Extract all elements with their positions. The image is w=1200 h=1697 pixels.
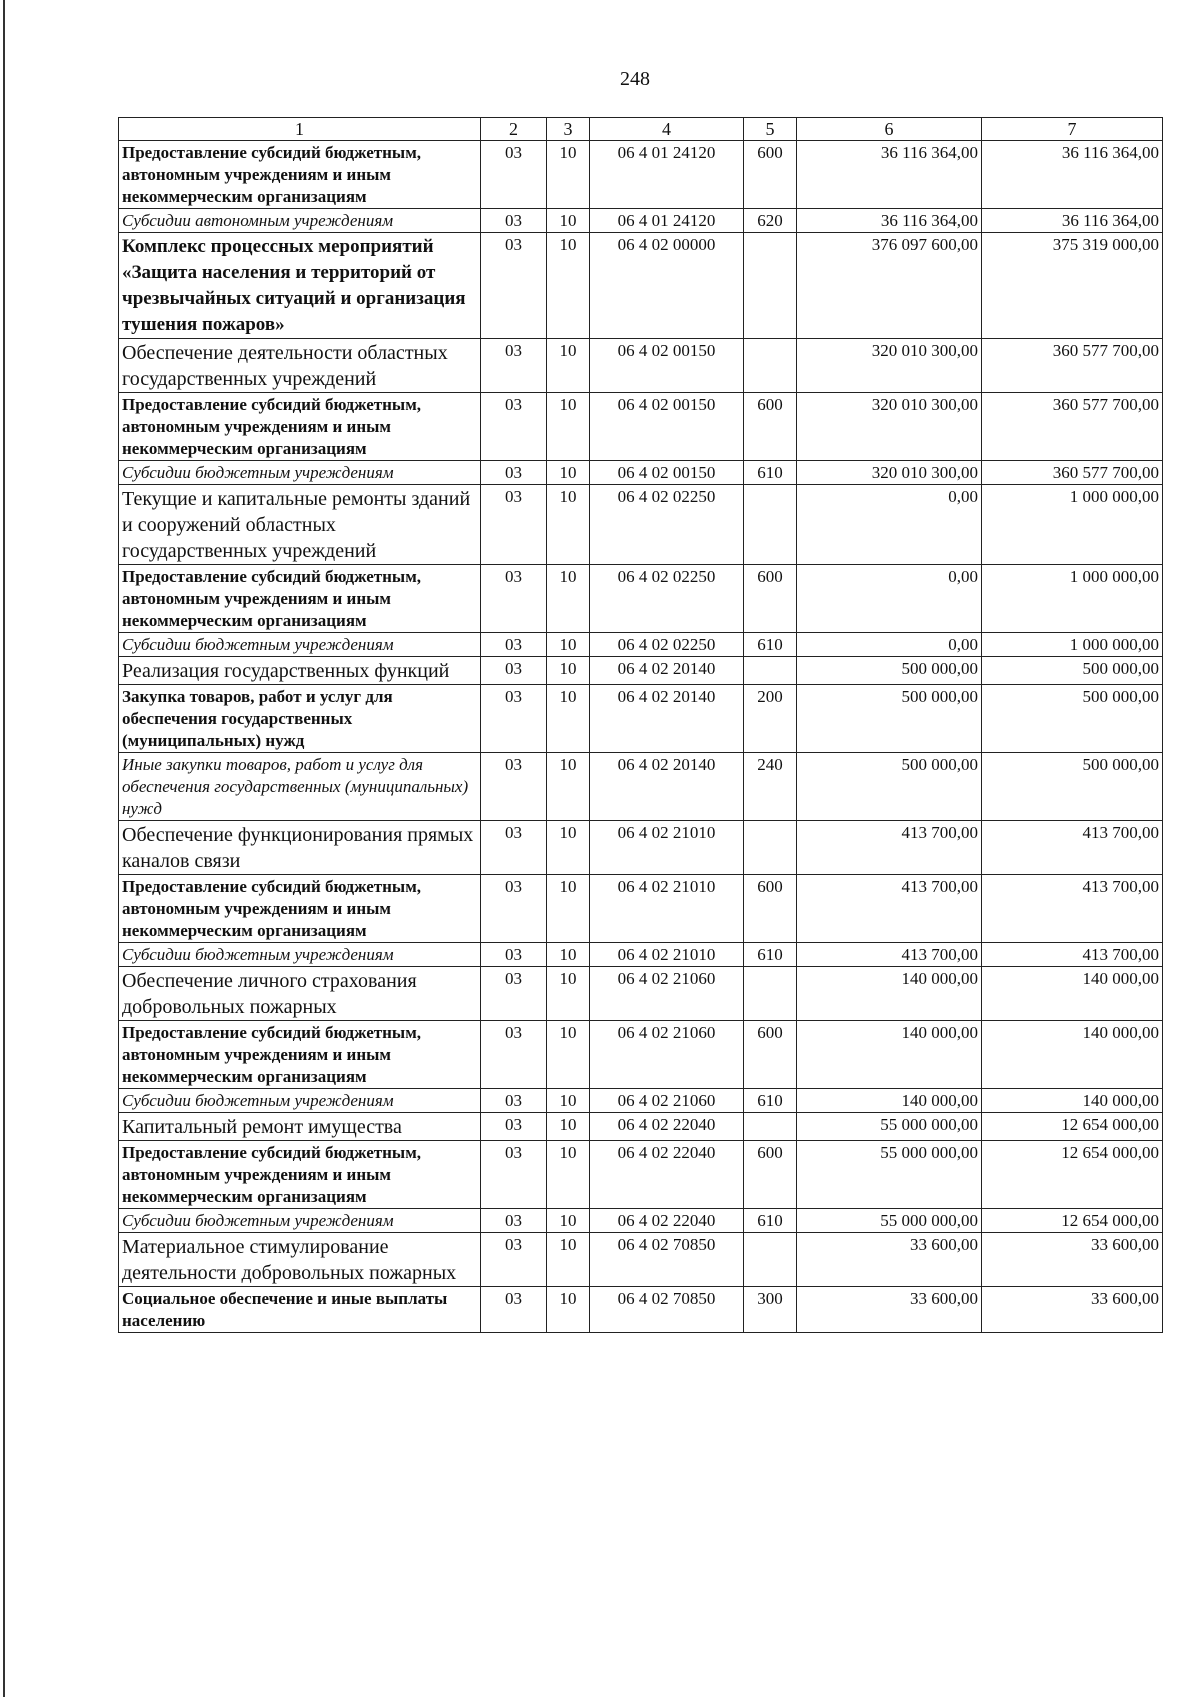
- row-name-cell: Предоставление субсидий бюджетным, автономным учреждениям и иным некоммерческим организациям: [119, 1141, 481, 1209]
- amount-year2-cell: 413 700,00: [982, 875, 1163, 943]
- amount-year2-cell: 36 116 364,00: [982, 209, 1163, 233]
- target-code-cell: 06 4 02 21010: [590, 943, 744, 967]
- subsection-code-cell: 10: [547, 461, 590, 485]
- expense-type-cell: [744, 821, 797, 875]
- amount-year1-cell: 140 000,00: [797, 967, 982, 1021]
- amount-year1-cell: 55 000 000,00: [797, 1113, 982, 1141]
- section-code-cell: 03: [481, 633, 547, 657]
- target-code-cell: 06 4 02 20140: [590, 685, 744, 753]
- table-row: [119, 393, 1163, 461]
- table-row: [119, 461, 1163, 485]
- amount-year2-cell: 1 000 000,00: [982, 485, 1163, 565]
- expense-type-cell: 200: [744, 685, 797, 753]
- row-name-cell: Обеспечение личного страхования добровольных пожарных: [119, 967, 481, 1021]
- target-code-cell: 06 4 02 20140: [590, 657, 744, 685]
- target-code-cell: 06 4 01 24120: [590, 141, 744, 209]
- section-code-cell: 03: [481, 141, 547, 209]
- subsection-code-cell: 10: [547, 485, 590, 565]
- section-code-cell: 03: [481, 233, 547, 339]
- table-row: [119, 1233, 1163, 1287]
- expense-type-cell: 600: [744, 141, 797, 209]
- expense-type-cell: 600: [744, 1141, 797, 1209]
- target-code-cell: 06 4 02 22040: [590, 1209, 744, 1233]
- column-header: 7: [982, 118, 1163, 141]
- amount-year2-cell: 1 000 000,00: [982, 633, 1163, 657]
- row-name-cell: Субсидии бюджетным учреждениям: [119, 1209, 481, 1233]
- table-row: [119, 943, 1163, 967]
- target-code-cell: 06 4 02 02250: [590, 565, 744, 633]
- row-name-cell: Капитальный ремонт имущества: [119, 1113, 481, 1141]
- section-code-cell: 03: [481, 339, 547, 393]
- target-code-cell: 06 4 02 22040: [590, 1113, 744, 1141]
- expense-type-cell: 610: [744, 633, 797, 657]
- table-body: [119, 141, 1163, 1333]
- subsection-code-cell: 10: [547, 339, 590, 393]
- expense-type-cell: 600: [744, 875, 797, 943]
- expense-type-cell: 610: [744, 943, 797, 967]
- subsection-code-cell: 10: [547, 633, 590, 657]
- amount-year2-cell: 413 700,00: [982, 821, 1163, 875]
- amount-year2-cell: 36 116 364,00: [982, 141, 1163, 209]
- expense-type-cell: [744, 485, 797, 565]
- expense-type-cell: [744, 1113, 797, 1141]
- subsection-code-cell: 10: [547, 875, 590, 943]
- table-row: [119, 685, 1163, 753]
- subsection-code-cell: 10: [547, 1287, 590, 1333]
- section-code-cell: 03: [481, 753, 547, 821]
- table-row: [119, 1209, 1163, 1233]
- section-code-cell: 03: [481, 1287, 547, 1333]
- row-name-cell: Предоставление субсидий бюджетным, автономным учреждениям и иным некоммерческим организациям: [119, 875, 481, 943]
- subsection-code-cell: 10: [547, 967, 590, 1021]
- table-row: [119, 339, 1163, 393]
- amount-year2-cell: 140 000,00: [982, 1089, 1163, 1113]
- amount-year1-cell: 33 600,00: [797, 1233, 982, 1287]
- target-code-cell: 06 4 02 00150: [590, 461, 744, 485]
- amount-year1-cell: 36 116 364,00: [797, 209, 982, 233]
- amount-year2-cell: 500 000,00: [982, 753, 1163, 821]
- section-code-cell: 03: [481, 1233, 547, 1287]
- table-row: [119, 233, 1163, 339]
- row-name-cell: Обеспечение функционирования прямых каналов связи: [119, 821, 481, 875]
- target-code-cell: 06 4 02 70850: [590, 1233, 744, 1287]
- column-header: 3: [547, 118, 590, 141]
- subsection-code-cell: 10: [547, 209, 590, 233]
- amount-year1-cell: 500 000,00: [797, 753, 982, 821]
- row-name-cell: Предоставление субсидий бюджетным, автономным учреждениям и иным некоммерческим организациям: [119, 1021, 481, 1089]
- subsection-code-cell: 10: [547, 1089, 590, 1113]
- section-code-cell: 03: [481, 943, 547, 967]
- expense-type-cell: 610: [744, 461, 797, 485]
- subsection-code-cell: 10: [547, 1141, 590, 1209]
- subsection-code-cell: 10: [547, 1209, 590, 1233]
- amount-year2-cell: 12 654 000,00: [982, 1113, 1163, 1141]
- table-header-row: [119, 118, 1163, 141]
- target-code-cell: 06 4 01 24120: [590, 209, 744, 233]
- expense-type-cell: 610: [744, 1089, 797, 1113]
- amount-year2-cell: 360 577 700,00: [982, 461, 1163, 485]
- table-row: [119, 875, 1163, 943]
- row-name-cell: Иные закупки товаров, работ и услуг для обеспечения государственных (муниципальных) нужд: [119, 753, 481, 821]
- expense-type-cell: 600: [744, 1021, 797, 1089]
- target-code-cell: 06 4 02 21060: [590, 967, 744, 1021]
- column-header: 6: [797, 118, 982, 141]
- section-code-cell: 03: [481, 821, 547, 875]
- section-code-cell: 03: [481, 565, 547, 633]
- amount-year1-cell: 376 097 600,00: [797, 233, 982, 339]
- row-name-cell: Субсидии бюджетным учреждениям: [119, 1089, 481, 1113]
- table-row: [119, 633, 1163, 657]
- target-code-cell: 06 4 02 21060: [590, 1089, 744, 1113]
- row-name-cell: Предоставление субсидий бюджетным, автономным учреждениям и иным некоммерческим организациям: [119, 565, 481, 633]
- scan-edge: [3, 0, 5, 1697]
- expense-type-cell: 620: [744, 209, 797, 233]
- row-name-cell: Субсидии автономным учреждениям: [119, 209, 481, 233]
- row-name-cell: Субсидии бюджетным учреждениям: [119, 943, 481, 967]
- amount-year2-cell: 12 654 000,00: [982, 1141, 1163, 1209]
- amount-year1-cell: 55 000 000,00: [797, 1209, 982, 1233]
- section-code-cell: 03: [481, 1141, 547, 1209]
- amount-year1-cell: 413 700,00: [797, 821, 982, 875]
- expense-type-cell: [744, 657, 797, 685]
- section-code-cell: 03: [481, 967, 547, 1021]
- amount-year2-cell: 33 600,00: [982, 1233, 1163, 1287]
- subsection-code-cell: 10: [547, 233, 590, 339]
- amount-year2-cell: 413 700,00: [982, 943, 1163, 967]
- row-name-cell: Текущие и капитальные ремонты зданий и сооружений областных государственных учреждений: [119, 485, 481, 565]
- expense-type-cell: [744, 1233, 797, 1287]
- expense-type-cell: [744, 233, 797, 339]
- section-code-cell: 03: [481, 685, 547, 753]
- row-name-cell: Предоставление субсидий бюджетным, автономным учреждениям и иным некоммерческим организациям: [119, 141, 481, 209]
- subsection-code-cell: 10: [547, 565, 590, 633]
- subsection-code-cell: 10: [547, 1021, 590, 1089]
- row-name-cell: Комплекс процессных мероприятий «Защита населения и территорий от чрезвычайных ситуаций и организация тушения пожаров»: [119, 233, 481, 339]
- amount-year2-cell: 360 577 700,00: [982, 393, 1163, 461]
- table-row: [119, 1141, 1163, 1209]
- amount-year2-cell: 500 000,00: [982, 685, 1163, 753]
- table-row: [119, 141, 1163, 209]
- amount-year1-cell: 140 000,00: [797, 1021, 982, 1089]
- amount-year1-cell: 320 010 300,00: [797, 461, 982, 485]
- expense-type-cell: 600: [744, 565, 797, 633]
- row-name-cell: Субсидии бюджетным учреждениям: [119, 461, 481, 485]
- column-header: 2: [481, 118, 547, 141]
- amount-year1-cell: 36 116 364,00: [797, 141, 982, 209]
- row-name-cell: Закупка товаров, работ и услуг для обеспечения государственных (муниципальных) нужд: [119, 685, 481, 753]
- subsection-code-cell: 10: [547, 753, 590, 821]
- expense-type-cell: 240: [744, 753, 797, 821]
- target-code-cell: 06 4 02 00150: [590, 339, 744, 393]
- expense-type-cell: 610: [744, 1209, 797, 1233]
- target-code-cell: 06 4 02 21060: [590, 1021, 744, 1089]
- expense-type-cell: [744, 339, 797, 393]
- amount-year1-cell: 140 000,00: [797, 1089, 982, 1113]
- amount-year2-cell: 140 000,00: [982, 967, 1163, 1021]
- target-code-cell: 06 4 02 70850: [590, 1287, 744, 1333]
- target-code-cell: 06 4 02 02250: [590, 633, 744, 657]
- target-code-cell: 06 4 02 21010: [590, 821, 744, 875]
- row-name-cell: Социальное обеспечение и иные выплаты населению: [119, 1287, 481, 1333]
- section-code-cell: 03: [481, 1209, 547, 1233]
- table-row: [119, 657, 1163, 685]
- amount-year2-cell: 140 000,00: [982, 1021, 1163, 1089]
- subsection-code-cell: 10: [547, 1113, 590, 1141]
- expense-type-cell: 600: [744, 393, 797, 461]
- target-code-cell: 06 4 02 00150: [590, 393, 744, 461]
- column-header: 5: [744, 118, 797, 141]
- amount-year2-cell: 360 577 700,00: [982, 339, 1163, 393]
- target-code-cell: 06 4 02 21010: [590, 875, 744, 943]
- subsection-code-cell: 10: [547, 393, 590, 461]
- table-row: [119, 821, 1163, 875]
- section-code-cell: 03: [481, 461, 547, 485]
- amount-year1-cell: 33 600,00: [797, 1287, 982, 1333]
- section-code-cell: 03: [481, 209, 547, 233]
- table-row: [119, 1089, 1163, 1113]
- expense-type-cell: [744, 967, 797, 1021]
- amount-year2-cell: 1 000 000,00: [982, 565, 1163, 633]
- column-header: 4: [590, 118, 744, 141]
- section-code-cell: 03: [481, 1021, 547, 1089]
- subsection-code-cell: 10: [547, 821, 590, 875]
- amount-year2-cell: 33 600,00: [982, 1287, 1163, 1333]
- budget-table: [118, 117, 1163, 1333]
- target-code-cell: 06 4 02 00000: [590, 233, 744, 339]
- section-code-cell: 03: [481, 1113, 547, 1141]
- target-code-cell: 06 4 02 22040: [590, 1141, 744, 1209]
- amount-year2-cell: 375 319 000,00: [982, 233, 1163, 339]
- amount-year1-cell: 413 700,00: [797, 875, 982, 943]
- section-code-cell: 03: [481, 485, 547, 565]
- table-row: [119, 1287, 1163, 1333]
- subsection-code-cell: 10: [547, 685, 590, 753]
- target-code-cell: 06 4 02 20140: [590, 753, 744, 821]
- amount-year2-cell: 12 654 000,00: [982, 1209, 1163, 1233]
- amount-year1-cell: 500 000,00: [797, 657, 982, 685]
- table-row: [119, 753, 1163, 821]
- amount-year1-cell: 500 000,00: [797, 685, 982, 753]
- column-header: 1: [119, 118, 481, 141]
- amount-year1-cell: 320 010 300,00: [797, 339, 982, 393]
- row-name-cell: Обеспечение деятельности областных государственных учреждений: [119, 339, 481, 393]
- table-row: [119, 485, 1163, 565]
- amount-year1-cell: 55 000 000,00: [797, 1141, 982, 1209]
- section-code-cell: 03: [481, 657, 547, 685]
- table-row: [119, 209, 1163, 233]
- amount-year2-cell: 500 000,00: [982, 657, 1163, 685]
- section-code-cell: 03: [481, 393, 547, 461]
- table-row: [119, 967, 1163, 1021]
- subsection-code-cell: 10: [547, 1233, 590, 1287]
- expense-type-cell: 300: [744, 1287, 797, 1333]
- subsection-code-cell: 10: [547, 657, 590, 685]
- amount-year1-cell: 0,00: [797, 565, 982, 633]
- section-code-cell: 03: [481, 875, 547, 943]
- row-name-cell: Субсидии бюджетным учреждениям: [119, 633, 481, 657]
- table-row: [119, 1021, 1163, 1089]
- table-row: [119, 1113, 1163, 1141]
- amount-year1-cell: 0,00: [797, 633, 982, 657]
- target-code-cell: 06 4 02 02250: [590, 485, 744, 565]
- section-code-cell: 03: [481, 1089, 547, 1113]
- amount-year1-cell: 0,00: [797, 485, 982, 565]
- row-name-cell: Материальное стимулирование деятельности добровольных пожарных: [119, 1233, 481, 1287]
- subsection-code-cell: 10: [547, 943, 590, 967]
- subsection-code-cell: 10: [547, 141, 590, 209]
- row-name-cell: Предоставление субсидий бюджетным, автономным учреждениям и иным некоммерческим организациям: [119, 393, 481, 461]
- table-row: [119, 565, 1163, 633]
- amount-year1-cell: 413 700,00: [797, 943, 982, 967]
- page-number: 248: [620, 68, 650, 90]
- row-name-cell: Реализация государственных функций: [119, 657, 481, 685]
- amount-year1-cell: 320 010 300,00: [797, 393, 982, 461]
